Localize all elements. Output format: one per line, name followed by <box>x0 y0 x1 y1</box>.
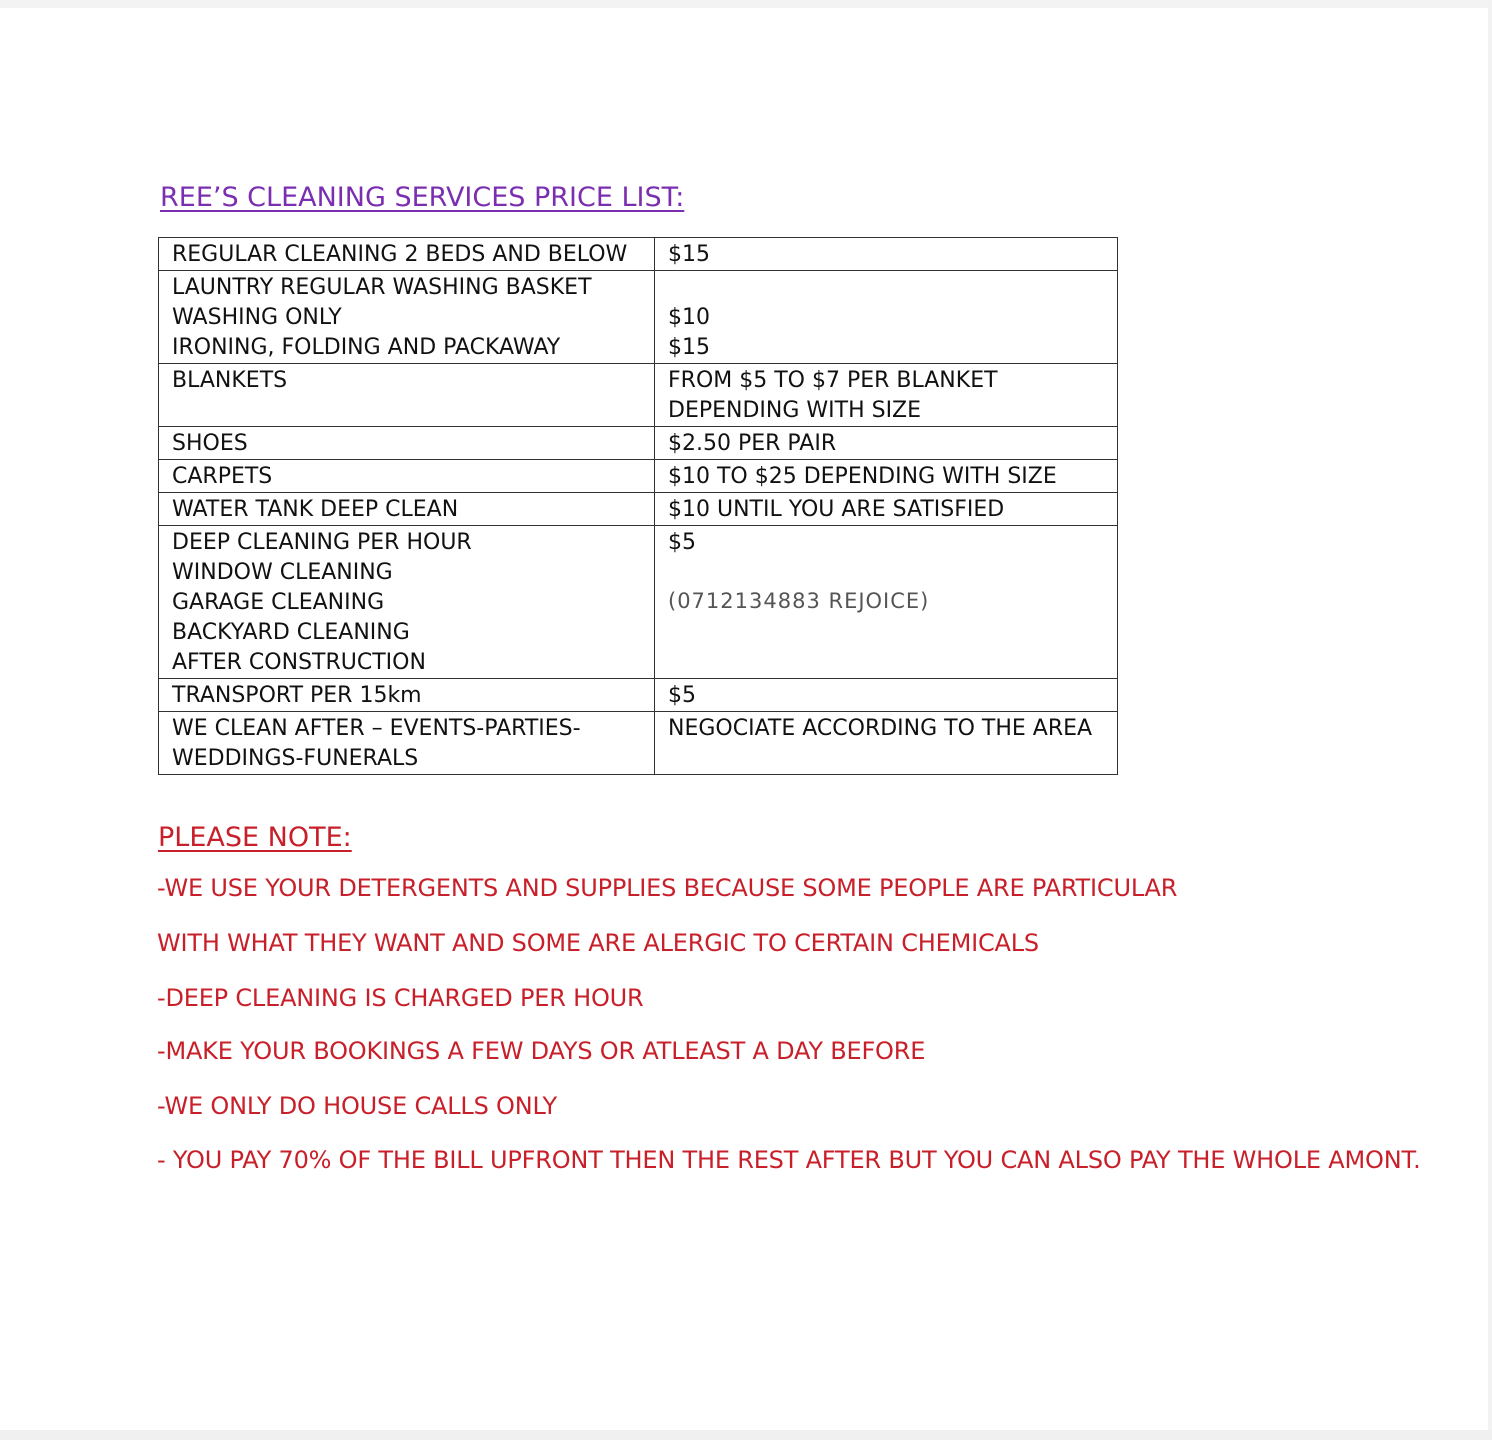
service-line: AFTER CONSTRUCTION <box>172 650 426 675</box>
notes-heading: PLEASE NOTE: <box>158 822 352 853</box>
table-row <box>159 679 1118 712</box>
note-line: - YOU PAY 70% OF THE BILL UPFRONT THEN THE REST AFTER BUT YOU CAN ALSO PAY THE WHOLE AMONT. <box>157 1146 1421 1174</box>
service-line: WINDOW CLEANING <box>172 560 393 585</box>
table-row <box>159 493 1118 526</box>
price-line-empty <box>668 273 1104 303</box>
service-cell <box>159 679 655 712</box>
note-line: -WE USE YOUR DETERGENTS AND SUPPLIES BECAUSE SOME PEOPLE ARE PARTICULAR <box>157 874 1178 902</box>
service-cell <box>159 364 655 427</box>
price-cell <box>655 679 1118 712</box>
contact-number: (0712134883 REJOICE) <box>668 589 930 613</box>
service-cell <box>159 271 655 364</box>
price-cell <box>655 271 1118 364</box>
service-line: WEDDINGS-FUNERALS <box>172 746 419 771</box>
scan-bottom-edge <box>0 1430 1492 1440</box>
service-line: BLANKETS <box>172 368 288 393</box>
service-line: CARPETS <box>172 464 273 489</box>
price-line: $15 <box>668 242 710 267</box>
service-cell <box>159 712 655 775</box>
service-line: TRANSPORT PER 15km <box>172 683 422 708</box>
price-line: $10 UNTIL YOU ARE SATISFIED <box>668 497 1005 522</box>
service-line: BACKYARD CLEANING <box>172 620 410 645</box>
price-cell <box>655 427 1118 460</box>
price-cell <box>655 364 1118 427</box>
service-line: WE CLEAN AFTER – EVENTS-PARTIES- <box>172 716 581 741</box>
price-line: $5 <box>668 530 696 555</box>
table-row <box>159 526 1118 679</box>
price-cell <box>655 493 1118 526</box>
price-cell <box>655 238 1118 271</box>
service-cell <box>159 460 655 493</box>
scan-right-edge <box>1488 0 1492 1440</box>
price-cell <box>655 712 1118 775</box>
note-line: -MAKE YOUR BOOKINGS A FEW DAYS OR ATLEAST A DAY BEFORE <box>157 1037 926 1065</box>
service-cell <box>159 526 655 679</box>
price-line: $2.50 PER PAIR <box>668 431 837 456</box>
scan-top-edge <box>0 0 1492 8</box>
service-cell <box>159 238 655 271</box>
price-line: FROM $5 TO $7 PER BLANKET <box>668 368 998 393</box>
price-cell <box>655 526 1118 679</box>
note-line: -DEEP CLEANING IS CHARGED PER HOUR <box>157 984 644 1012</box>
note-line: -WE ONLY DO HOUSE CALLS ONLY <box>157 1092 557 1120</box>
price-line: NEGOCIATE ACCORDING TO THE AREA <box>668 716 1093 741</box>
service-line: IRONING, FOLDING AND PACKAWAY <box>172 335 561 360</box>
service-line: REGULAR CLEANING 2 BEDS AND BELOW <box>172 242 628 267</box>
price-line: $5 <box>668 683 696 708</box>
table-row <box>159 238 1118 271</box>
table-row <box>159 712 1118 775</box>
service-cell <box>159 493 655 526</box>
table-row <box>159 460 1118 493</box>
table-row <box>159 364 1118 427</box>
service-line: LAUNTRY REGULAR WASHING BASKET <box>172 275 592 300</box>
table-row <box>159 271 1118 364</box>
service-line: SHOES <box>172 431 248 456</box>
price-cell <box>655 460 1118 493</box>
service-line: GARAGE CLEANING <box>172 590 385 615</box>
price-line: $15 <box>668 335 710 360</box>
price-line: DEPENDING WITH SIZE <box>668 398 922 423</box>
service-line: WASHING ONLY <box>172 305 342 330</box>
table-row <box>159 427 1118 460</box>
service-line: DEEP CLEANING PER HOUR <box>172 530 472 555</box>
service-line: WATER TANK DEEP CLEAN <box>172 497 459 522</box>
note-line: WITH WHAT THEY WANT AND SOME ARE ALERGIC TO CERTAIN CHEMICALS <box>157 929 1039 957</box>
price-line: $10 TO $25 DEPENDING WITH SIZE <box>668 464 1057 489</box>
price-list-title: REE’S CLEANING SERVICES PRICE LIST: <box>160 182 685 213</box>
service-cell <box>159 427 655 460</box>
price-table <box>158 237 1118 775</box>
price-line: $10 <box>668 305 710 330</box>
